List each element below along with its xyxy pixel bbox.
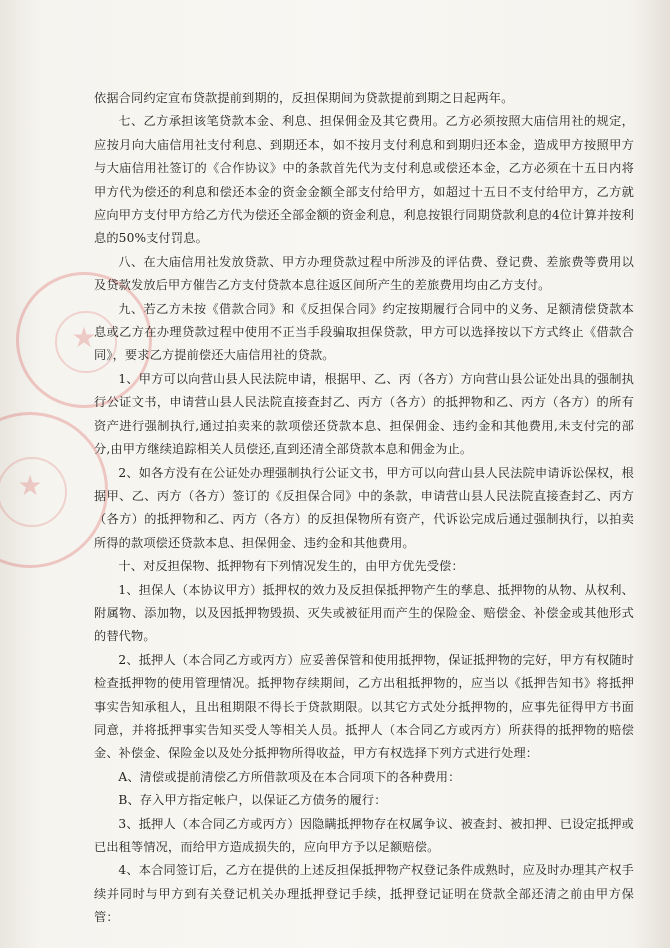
clause-10-item-2: 2、抵押人（本合同乙方或丙方）应妥善保管和使用抵押物，保证抵押物的完好，甲方有权随时检查抵押物的使用管理情况。抵押物存续期间，乙方出租抵押物的，应当以《抵押告知书》将抵押事实告知承租人，且出租期限不得长于贷款期限。以其它方式处分抵押物的，应事先征得甲方书面同意，并将抵押事实告知买受人等相关人员。抵押人（本合同乙方或丙方）所获得的抵押物的赔偿金、补偿金、保险金以及处分抵押物所得收益，甲方有权选择下列方式进行处理： — [94, 652, 634, 761]
red-seal-stamp-partial: ★ — [0, 412, 108, 568]
option-a: A、清偿或提前清偿乙方所借款项及在本合同项下的各种费用： — [118, 769, 461, 784]
clause-10-item-3: 3、抵押人（本合同乙方或丙方）因隐瞒抵押物存在权属争议、被查封、被扣押、已设定抵押或已出租等情况，而给甲方造成损失的，应向甲方予以足额赔偿。 — [94, 816, 634, 854]
clause-9-item-1: 1、甲方可以向营山县人民法院申请，根据甲、乙、丙（各方）方向营山县公证处出具的强制执行公证文书，申请营山县人民法院直接查封乙、丙方（各方）的抵押物和乙、丙方（各方）的所有资产进行强制执行,通过拍卖来的款项偿还贷款本息、担保佣金、违约金和其他费用,未支付完的部分,由甲方继续追踪相关人员偿还,直到还清全部贷款本息和佣金为止。 — [94, 371, 634, 457]
clause-10: 十、对反担保物、抵押物有下列情况发生的，由甲方优先受偿： — [118, 559, 464, 574]
clause-7: 七、乙方承担该笔贷款本金、利息、担保佣金及其它费用。乙方必须按照大庙信用社的规定，应按月向大庙信用社支付利息、到期还本，如不按月支付利息和到期归还本金，造成甲方按照甲方与大庙信用社签订的《合作协议》中的条款首先代为支付利息或偿还本金，乙方必须在十五日内将甲方代为偿还的利息和偿还本金的资金金额全部支付给甲方，如超过十五日不支付给甲方，乙方就应向甲方支付甲方给乙方代为偿还全部金额的资金利息，利息按银行同期贷款利息的4位计算并按利息的50%支付罚息。 — [94, 114, 634, 246]
option-b: B、存入甲方指定帐户，以保证乙方债务的履行： — [118, 793, 387, 808]
red-seal-stamp: ★ — [16, 272, 152, 408]
clause-9: 九、若乙方未按《借款合同》和《反担保合同》约定按期履行合同中的义务、足额清偿贷款本息或乙方在办理贷款过程中使用不正当手段骗取担保贷款，甲方可以选择按以下方式终止《借款合同》，要求乙方提前偿还大庙信用社的贷款。 — [94, 301, 634, 363]
clause-9-item-2: 2、如各方没有在公证处办理强制执行公证文书，甲方可以向营山县人民法院申请诉讼保权，根据甲、乙、丙方（各方）签订的《反担保合同》中的条款，申请营山县人民法院直接查封乙、丙方（各方）的抵押物和乙、丙方（各方）的反担保物所有资产，代诉讼完成后通过强制执行，以拍卖所得的款项偿还贷款本息、担保佣金、违约金和其他费用。 — [94, 465, 634, 550]
clause-8: 八、在大庙信用社发放贷款、甲方办理贷款过程中所涉及的评估费、登记费、差旅费等费用以及贷款发放后甲方催告乙方支付贷款本息往返区间所产生的差旅费用均由乙方支付。 — [94, 254, 634, 293]
contract-body — [94, 87, 634, 930]
clause-10-item-1: 1、担保人（本协议甲方）抵押权的效力及反担保抵押物产生的孳息、抵押物的从物、从权利、附属物、添加物，以及因抵押物毁损、灭失或被征用而产生的保险金、赔偿金、补偿金或其他形式的替代物。 — [94, 582, 634, 644]
clause-10-item-4: 4、本合同签订后，乙方在提供的上述反担保抵押物产权登记条件成熟时，应及时办理其产权手续并同时与甲方到有关登记机关办理抵押登记手续，抵押登记证明在贷款全部还清之前由甲方保管： — [94, 863, 634, 925]
paragraph-continuation: 依据合同约定宣布贷款提前到期的，反担保期间为贷款提前到期之日起两年。 — [94, 91, 514, 105]
